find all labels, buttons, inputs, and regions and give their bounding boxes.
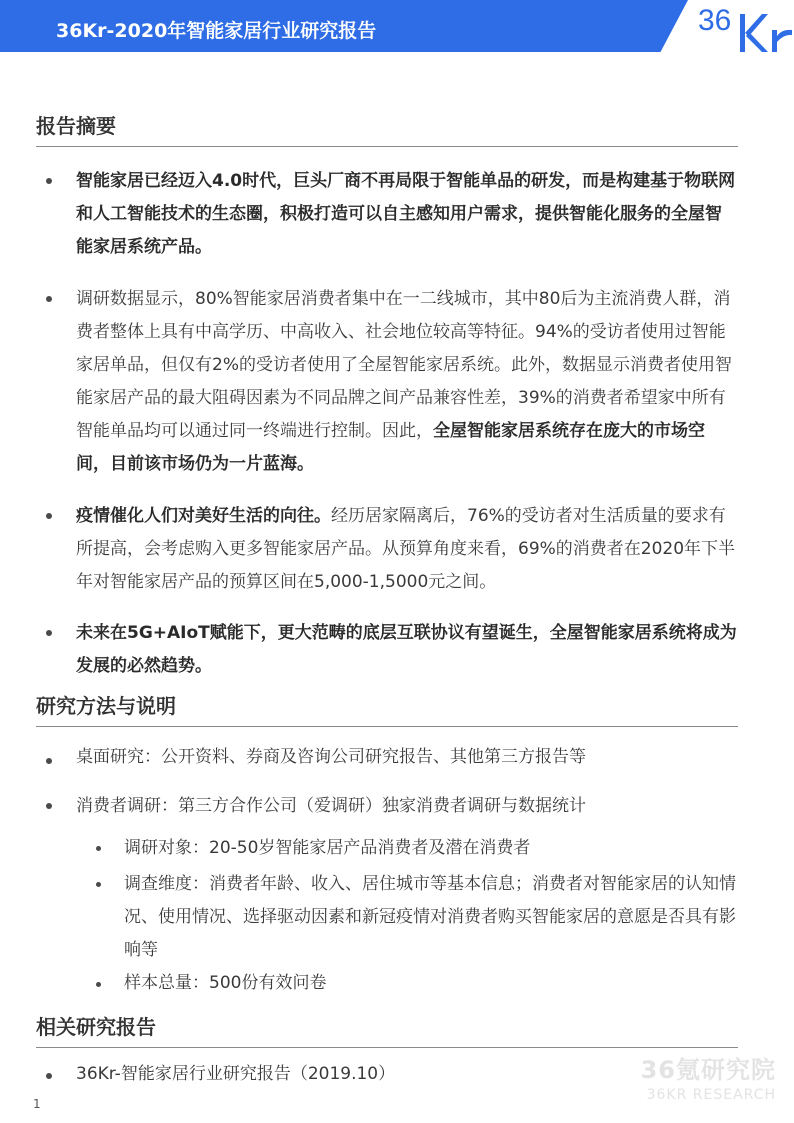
summary-item-4	[76, 617, 738, 683]
bullet-dot	[46, 296, 52, 302]
sub-bullet-dot	[96, 882, 101, 887]
related-heading: 相关研究报告	[36, 1013, 738, 1048]
summary-heading: 报告摘要	[36, 112, 738, 147]
method-sub-item-2: 调查维度：消费者年龄、收入、居住城市等基本信息；消费者对智能家居的认知情况、使用情况、选择驱动因素和新冠疫情对消费者购买智能家居的意愿是否具有影响等	[124, 874, 736, 960]
svg-text:36: 36	[698, 4, 732, 37]
bullet-dot	[46, 178, 52, 184]
method-sub-item-3: 样本总量：500份有效问卷	[124, 973, 327, 993]
summary-item-3	[76, 500, 738, 599]
bullet-dot	[46, 803, 52, 809]
summary-item-3-bold: 疫情催化人们对美好生活的向往。	[76, 506, 331, 526]
watermark-line-2: 36KR RESEARCH	[646, 1087, 776, 1103]
summary-item-2-bold: 全屋智能家居系统存在庞大的市场空间，目前该市场仍为一片蓝海。	[76, 421, 705, 474]
related-item-1: 36Kr-智能家居行业研究报告（2019.10）	[76, 1064, 396, 1084]
summary-item-1	[76, 165, 738, 264]
bullet-dot	[46, 630, 52, 636]
method-item-1: 桌面研究：公开资料、券商及咨询公司研究报告、其他第三方报告等	[76, 747, 586, 767]
watermark	[636, 1055, 776, 1105]
page-number: 1	[33, 1097, 41, 1111]
sub-bullet-dot	[96, 982, 101, 987]
bullet-dot	[46, 758, 52, 764]
summary-item-2-text: 调研数据显示，80%智能家居消费者集中在一二线城市，其中80后为主流消费人群，消费者整体上具有中高学历、中高收入、社会地位较高等特征。94%的受访者使用过智能家居单品，但仅有2%的受访者使用了全屋智能家居系统。此外，数据显示消费者使用智能家居产品的最大阻碍因素为不同品牌之间产品兼容性差，39%的消费者希望家中所有智能单品均可以通过同一终端进行控制。因此，	[76, 289, 732, 441]
sub-bullet-dot	[96, 846, 101, 851]
report-title: 36Kr-2020年智能家居行业研究报告	[56, 20, 377, 42]
36kr-logo	[696, 0, 794, 52]
summary-item-3-text: 经历居家隔离后，76%的受访者对生活质量的要求有所提高，会考虑购入更多智能家居产品。从预算角度来看，69%的消费者在2020年下半年对智能家居产品的预算区间在5,000-1,5000元之间。	[76, 506, 736, 592]
method-sub-item-1: 调研对象：20-50岁智能家居产品消费者及潜在消费者	[124, 838, 531, 858]
method-heading: 研究方法与说明	[36, 692, 738, 727]
bullet-dot	[46, 1073, 52, 1079]
watermark-line-1: 36氪研究院	[640, 1056, 776, 1084]
bullet-dot	[46, 513, 52, 519]
summary-item-1-bold: 智能家居已经迈入4.0时代，巨头厂商不再局限于智能单品的研发，而是构建基于物联网和人工智能技术的生态圈，积极打造可以自主感知用户需求，提供智能化服务的全屋智能家居系统产品。	[76, 171, 736, 257]
summary-item-4-bold: 未来在5G+AIoT赋能下，更大范畴的底层互联协议有望诞生，全屋智能家居系统将成为发展的必然趋势。	[76, 623, 737, 676]
method-item-2: 消费者调研：第三方合作公司（爱调研）独家消费者调研与数据统计	[76, 796, 586, 816]
summary-item-2	[76, 283, 738, 481]
